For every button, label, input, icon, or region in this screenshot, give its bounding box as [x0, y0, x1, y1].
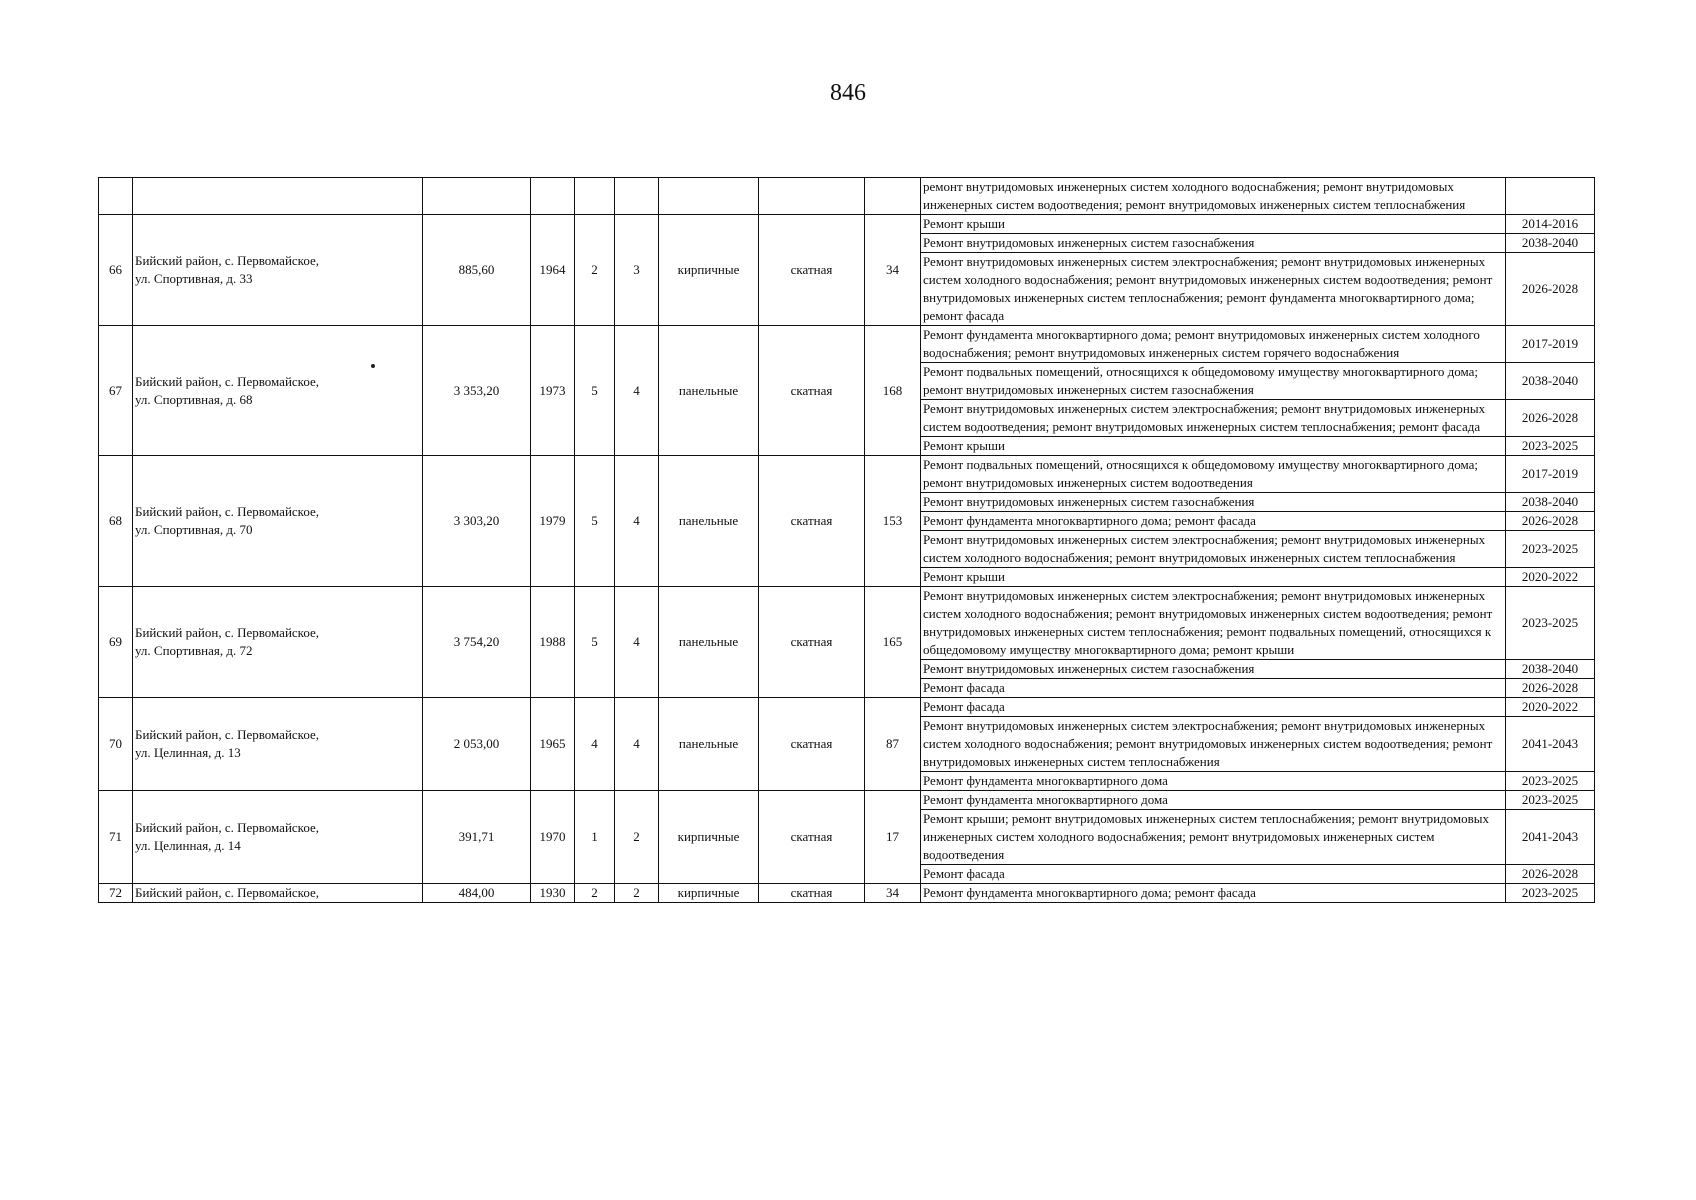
wall-material: панельные: [659, 456, 759, 587]
build-year: 1965: [531, 698, 575, 791]
work-cell: Ремонт крыши; ремонт внутридомовых инженерных систем теплоснабжения; ремонт внутридомовых инженерных систем холодного водоснабжения; ремонт внутридомовых инженерных систем водоотведения: [921, 810, 1506, 865]
total-area: 885,60: [423, 215, 531, 326]
work-cell: Ремонт внутридомовых инженерных систем газоснабжения: [921, 234, 1506, 253]
work-cell: Ремонт фундамента многоквартирного дома; ремонт фасада: [921, 512, 1506, 531]
building-number: 66: [99, 215, 133, 326]
work-cell: Ремонт фундамента многоквартирного дома: [921, 772, 1506, 791]
period-cell: 2020-2022: [1506, 568, 1595, 587]
address-line: Бийский район, с. Первомайское,: [135, 504, 320, 519]
roof-type: скатная: [759, 326, 865, 456]
build-year: 1973: [531, 326, 575, 456]
period-cell: 2038-2040: [1506, 493, 1595, 512]
work-cell: Ремонт фасада: [921, 679, 1506, 698]
floor-count: 4: [575, 698, 615, 791]
work-cell: Ремонт фундамента многоквартирного дома; ремонт внутридомовых инженерных систем холодного водоснабжения; ремонт внутридомовых инженерных систем горячего водоснабжения: [921, 326, 1506, 363]
work-cell: Ремонт крыши: [921, 568, 1506, 587]
roof-type: скатная: [759, 215, 865, 326]
building-number: 71: [99, 791, 133, 884]
work-cell: ремонт внутридомовых инженерных систем холодного водоснабжения; ремонт внутридомовых инженерных систем водоотведения; ремонт внутридомовых инженерных систем теплоснабжения: [921, 178, 1506, 215]
building-address: [133, 587, 423, 698]
table-row: [99, 215, 1595, 234]
entrance-count: 3: [615, 215, 659, 326]
building-number: 68: [99, 456, 133, 587]
building-address: [133, 326, 423, 456]
table-row: [99, 178, 1595, 215]
building-address: [133, 791, 423, 884]
period-cell: 2023-2025: [1506, 587, 1595, 660]
wall-material: кирпичные: [659, 215, 759, 326]
entrance-count: 2: [615, 791, 659, 884]
total-area: 3 303,20: [423, 456, 531, 587]
building-address: [133, 215, 423, 326]
build-year: 1979: [531, 456, 575, 587]
resident-count: 87: [865, 698, 921, 791]
work-cell: Ремонт внутридомовых инженерных систем электроснабжения; ремонт внутридомовых инженерных систем холодного водоснабжения; ремонт внутридомовых инженерных систем водоотведения; ремонт внутридомовых инженерных систем теплоснабжения; ремонт подвальных помещений, относящихся к общедомовому имуществу многоквартирного дома; ремонт крыши: [921, 587, 1506, 660]
entrance-count: 4: [615, 587, 659, 698]
period-cell: 2020-2022: [1506, 698, 1595, 717]
floor-count: 1: [575, 791, 615, 884]
table-row: [99, 791, 1595, 810]
address-line: Бийский район, с. Первомайское,: [135, 625, 320, 640]
build-year: 1970: [531, 791, 575, 884]
floor-count: 5: [575, 326, 615, 456]
wall-material: кирпичные: [659, 791, 759, 884]
build-year: 1964: [531, 215, 575, 326]
work-cell: Ремонт внутридомовых инженерных систем электроснабжения; ремонт внутридомовых инженерных систем холодного водоснабжения; ремонт внутридомовых инженерных систем теплоснабжения: [921, 531, 1506, 568]
roof-type: скатная: [759, 698, 865, 791]
address-line: Бийский район, с. Первомайское,: [135, 253, 320, 268]
roof-type: скатная: [759, 587, 865, 698]
resident-count: 34: [865, 215, 921, 326]
period-cell: 2023-2025: [1506, 531, 1595, 568]
total-area: 391,71: [423, 791, 531, 884]
address-line: Бийский район, с. Первомайское,: [135, 727, 320, 742]
wall-material: кирпичные: [659, 884, 759, 903]
work-cell: Ремонт фундамента многоквартирного дома; ремонт фасада: [921, 884, 1506, 903]
address-line: ул. Спортивная, д. 68: [135, 391, 253, 407]
period-cell: [1506, 178, 1595, 215]
period-cell: 2023-2025: [1506, 791, 1595, 810]
work-cell: Ремонт фасада: [921, 865, 1506, 884]
roof-type: скатная: [759, 791, 865, 884]
entrance-count: 4: [615, 456, 659, 587]
period-cell: 2017-2019: [1506, 456, 1595, 493]
resident-count: 34: [865, 884, 921, 903]
address-line: Бийский район, с. Первомайское,: [135, 820, 320, 835]
building-address: [133, 698, 423, 791]
wall-material: панельные: [659, 326, 759, 456]
resident-count: 153: [865, 456, 921, 587]
entrance-count: 4: [615, 326, 659, 456]
work-cell: Ремонт крыши: [921, 215, 1506, 234]
scan-speck: [371, 364, 375, 368]
floor-count: 2: [575, 884, 615, 903]
floor-count: 5: [575, 587, 615, 698]
total-area: 484,00: [423, 884, 531, 903]
building-number: 69: [99, 587, 133, 698]
floor-count: 2: [575, 215, 615, 326]
roof-type: скатная: [759, 456, 865, 587]
work-cell: Ремонт фундамента многоквартирного дома: [921, 791, 1506, 810]
period-cell: 2026-2028: [1506, 865, 1595, 884]
work-cell: Ремонт внутридомовых инженерных систем газоснабжения: [921, 660, 1506, 679]
work-cell: Ремонт внутридомовых инженерных систем электроснабжения; ремонт внутридомовых инженерных систем холодного водоснабжения; ремонт внутридомовых инженерных систем водоотведения; ремонт внутридомовых инженерных систем теплоснабжения: [921, 717, 1506, 772]
resident-count: 165: [865, 587, 921, 698]
building-address: [133, 884, 423, 903]
period-cell: 2014-2016: [1506, 215, 1595, 234]
building-number: 67: [99, 326, 133, 456]
address-line: ул. Целинная, д. 13: [135, 745, 241, 760]
period-cell: 2038-2040: [1506, 363, 1595, 400]
work-cell: Ремонт фасада: [921, 698, 1506, 717]
resident-count: 168: [865, 326, 921, 456]
wall-material: панельные: [659, 587, 759, 698]
total-area: 3 754,20: [423, 587, 531, 698]
entrance-count: 4: [615, 698, 659, 791]
table-row: [99, 456, 1595, 493]
building-number: 70: [99, 698, 133, 791]
period-cell: 2017-2019: [1506, 326, 1595, 363]
table-row: [99, 587, 1595, 660]
total-area: 3 353,20: [423, 326, 531, 456]
building-address: [133, 456, 423, 587]
work-cell: Ремонт внутридомовых инженерных систем электроснабжения; ремонт внутридомовых инженерных систем холодного водоснабжения; ремонт внутридомовых инженерных систем водоотведения; ремонт внутридомовых инженерных систем теплоснабжения; ремонт фундамента многоквартирного дома; ремонт фасада: [921, 253, 1506, 326]
period-cell: 2026-2028: [1506, 253, 1595, 326]
address-line: ул. Целинная, д. 14: [135, 838, 241, 853]
period-cell: 2023-2025: [1506, 772, 1595, 791]
period-cell: 2026-2028: [1506, 400, 1595, 437]
period-cell: 2026-2028: [1506, 679, 1595, 698]
period-cell: 2041-2043: [1506, 810, 1595, 865]
address-line: Бийский район, с. Первомайское,: [135, 373, 320, 389]
address-line: Бийский район, с. Первомайское,: [135, 885, 320, 900]
work-cell: Ремонт внутридомовых инженерных систем газоснабжения: [921, 493, 1506, 512]
total-area: 2 053,00: [423, 698, 531, 791]
build-year: 1930: [531, 884, 575, 903]
work-cell: Ремонт крыши: [921, 437, 1506, 456]
table-row: [99, 884, 1595, 903]
work-cell: Ремонт подвальных помещений, относящихся к общедомовому имуществу многоквартирного дома; ремонт внутридомовых инженерных систем газоснабжения: [921, 363, 1506, 400]
capital-repair-table: [98, 177, 1595, 903]
period-cell: 2026-2028: [1506, 512, 1595, 531]
period-cell: 2023-2025: [1506, 884, 1595, 903]
work-cell: Ремонт внутридомовых инженерных систем электроснабжения; ремонт внутридомовых инженерных систем водоотведения; ремонт внутридомовых инженерных систем теплоснабжения; ремонт фасада: [921, 400, 1506, 437]
roof-type: скатная: [759, 884, 865, 903]
work-cell: Ремонт подвальных помещений, относящихся к общедомовому имуществу многоквартирного дома; ремонт внутридомовых инженерных систем водоотведения: [921, 456, 1506, 493]
period-cell: 2038-2040: [1506, 234, 1595, 253]
page-number: 846: [830, 80, 866, 106]
period-cell: 2038-2040: [1506, 660, 1595, 679]
period-cell: 2023-2025: [1506, 437, 1595, 456]
resident-count: 17: [865, 791, 921, 884]
table-row: [99, 326, 1595, 363]
building-number: 72: [99, 884, 133, 903]
floor-count: 5: [575, 456, 615, 587]
period-cell: 2041-2043: [1506, 717, 1595, 772]
address-line: ул. Спортивная, д. 33: [135, 271, 253, 286]
build-year: 1988: [531, 587, 575, 698]
address-line: ул. Спортивная, д. 72: [135, 643, 253, 658]
entrance-count: 2: [615, 884, 659, 903]
wall-material: панельные: [659, 698, 759, 791]
table-row: [99, 698, 1595, 717]
address-line: ул. Спортивная, д. 70: [135, 522, 253, 537]
